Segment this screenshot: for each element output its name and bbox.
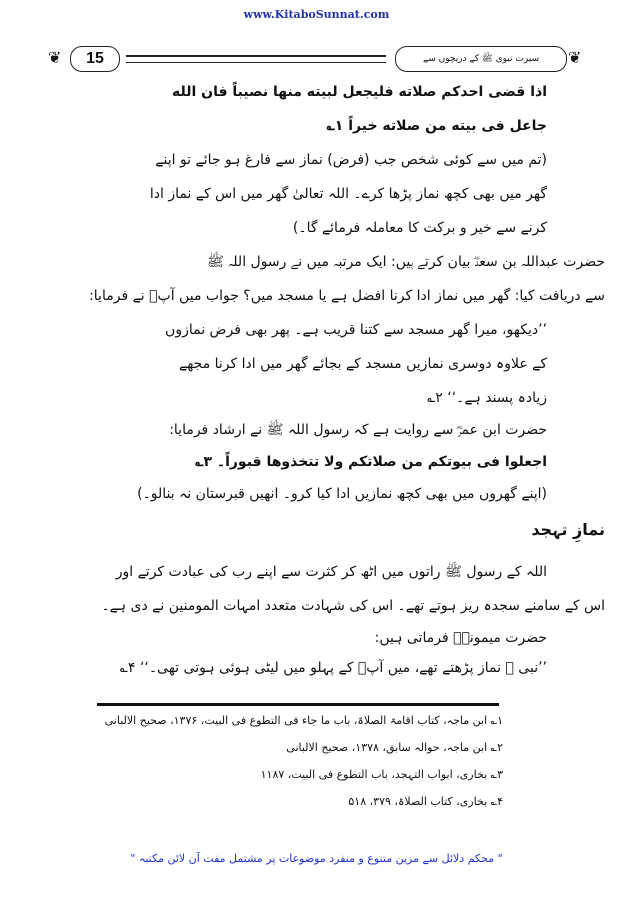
section-heading: نمازِ تہجد xyxy=(531,520,605,539)
text-line: حضرت عبداللہ بن سعدؓ بیان کرتے ہیں: ایک مرتبہ میں نے رسول اللہ ﷺ xyxy=(206,254,605,270)
text-line: حضرت میمونہؓ فرماتی ہیں: xyxy=(374,630,547,646)
ornament-icon: ❦ xyxy=(48,48,62,67)
site-url[interactable]: www.KitaboSunnat.com xyxy=(243,8,390,21)
ornament-icon: ❦ xyxy=(568,48,582,67)
page-number: 15 xyxy=(70,46,120,72)
text-line: حضرت ابن عمرؓ سے روایت ہے کہ رسول اللہ ﷺ نے ارشاد فرمایا: xyxy=(169,422,547,438)
text-line: گھر میں بھی کچھ نماز پڑھا کرے۔ اللہ تعالیٰ گھر میں اس کے نماز ادا xyxy=(149,186,547,202)
footnote-divider xyxy=(97,703,499,706)
text-line: اجعلوا فی بيوتكم من صلاتكم ولا تتخذوها قبوراً۔ ۳؎ xyxy=(195,454,547,470)
text-line: زیادہ پسند ہے۔‘‘ ۲؎ xyxy=(427,390,547,406)
text-line: کرنے سے خیر و برکت کا معاملہ فرمائے گا۔) xyxy=(292,220,547,236)
text-line: اللہ کے رسول ﷺ راتوں میں اٹھ کر کثرت سے اپنے رب کی عبادت کرتے اور xyxy=(115,564,547,580)
footnote: ۴؎ بخاری، کتاب الصلاۃ، ۳۷۹، ۵۱۸ xyxy=(348,795,503,808)
text-line: (اپنے گھروں میں بھی کچھ نمازیں ادا کیا کرو۔ انھیں قبرستان نہ بنالو۔) xyxy=(137,486,547,502)
footnote: ۳؎ بخاری، ابواب التہجد، باب التطوع فی البیت، ۱۱۸۷ xyxy=(260,768,503,781)
header-rule xyxy=(126,55,386,63)
footnote: ۲؎ ابن ماجہ، حوالہ سابق، ۱۳۷۸، صحیح الالبانی xyxy=(286,741,503,754)
footnote: ۱؎ ابن ماجہ، کتاب اقامۃ الصلاۃ، باب ما جاء فی التطوع فی البیت، ۱۳۷۶، صحیح الالبانی xyxy=(104,714,503,727)
text-line: جاعل فی بيته من صلاته خيراً ۱؎ xyxy=(326,118,547,134)
text-line: (تم میں سے کوئی شخص جب (فرض) نماز سے فارغ ہو جائے تو اپنے xyxy=(155,152,547,168)
text-line: اذا قضی احدکم صلاته فليجعل لبيته منها نصيباً فان الله xyxy=(171,84,547,100)
text-line: سے دریافت کیا: گھر میں نماز ادا کرنا افضل ہے یا مسجد میں؟ جواب میں آپؐ نے فرمایا: xyxy=(89,288,605,304)
text-line: اس کے سامنے سجدہ ریز ہوتے تھے۔ اس کی شہادت متعدد امہات المومنین نے دی ہے۔ xyxy=(101,598,605,614)
book-title: سیرت نبوی ﷺ کے دریچوں سے xyxy=(395,46,567,72)
text-line: ’’نبی ﷺ نماز پڑھتے تھے، میں آپؐ کے پہلو میں لیٹی ہوئی ہوتی تھی۔‘‘ ۴؎ xyxy=(119,660,547,676)
page-header xyxy=(48,44,582,74)
text-line: کے علاوہ دوسری نمازیں مسجد کے بجائے گھر میں ادا کرنا مجھے xyxy=(179,356,547,372)
footer-tagline: " محکم دلائل سے مزین متنوع و منفرد موضوعات پر مشتمل مفت آن لائن مکتبہ " xyxy=(130,852,503,865)
text-line: ’’دیکھو، میرا گھر مسجد سے کتنا قریب ہے۔ پھر بھی فرض نمازوں xyxy=(165,322,547,338)
